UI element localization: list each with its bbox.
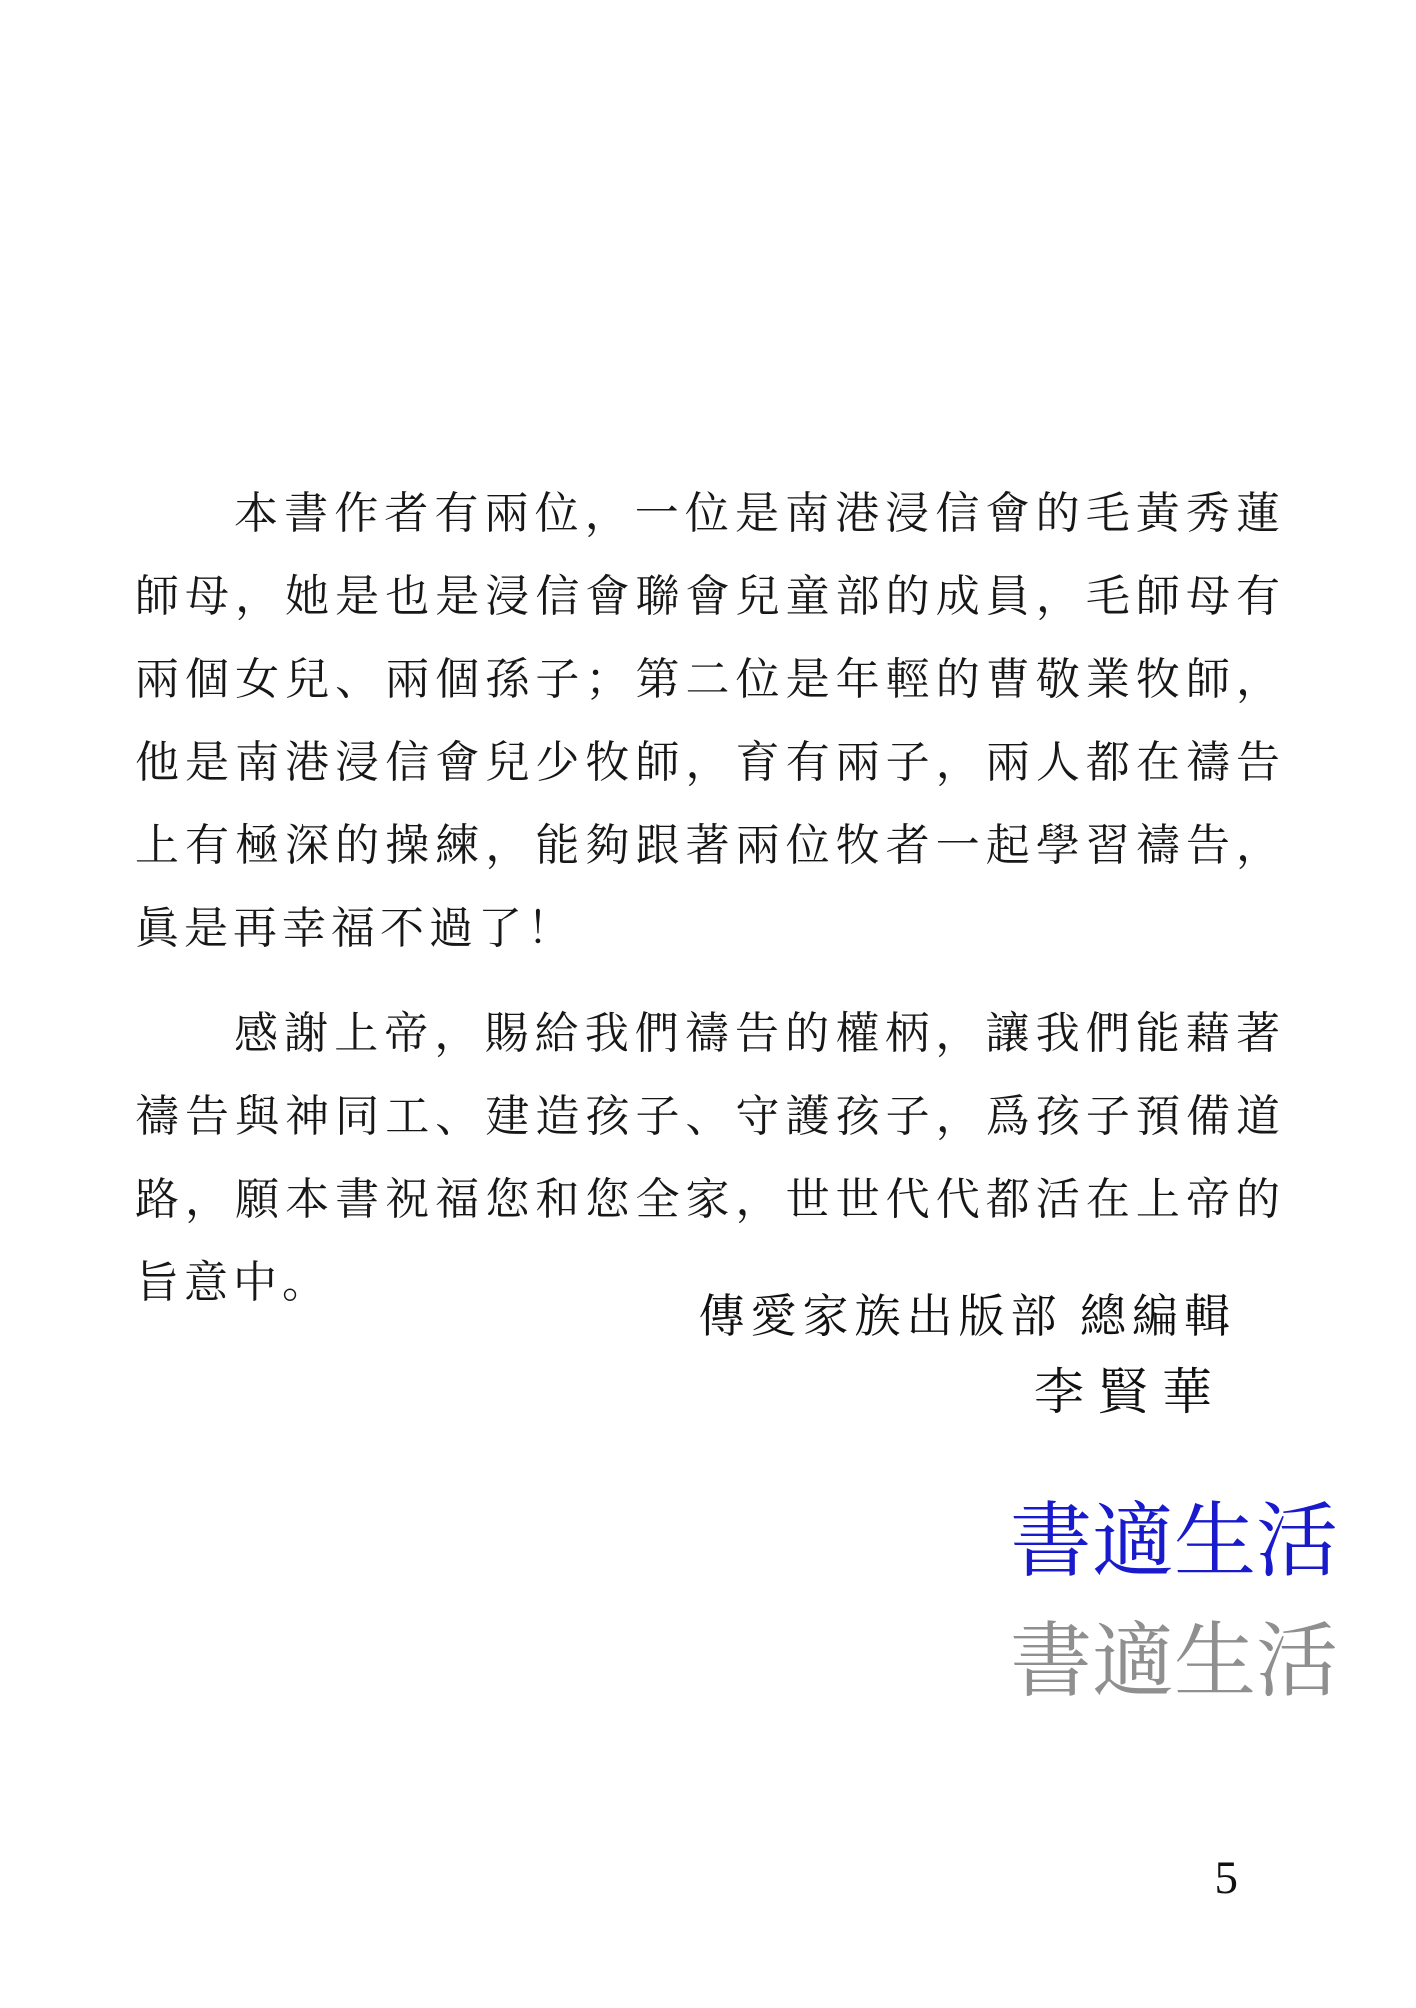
brand-logotype-watermark: 書適生活: [1009, 1616, 1338, 1707]
brand-logotype-primary: 書適生活: [1009, 1496, 1338, 1587]
paragraph-authors: 本書作者有兩位，一位是南港浸信會的毛黃秀蓮師母，她是也是浸信會聯會兒童部的成員，毛師母有兩個女兒、兩個孫子；第二位是年輕的曹敬業牧師，他是南港浸信會兒少牧師，育有兩子，兩人都在禱告上有極深的操練，能夠跟著兩位牧者一起學習禱告，眞是再幸福不過了！: [135, 489, 1285, 953]
body-text: [135, 472, 1285, 1324]
signature-title: 傳愛家族出版部 總編輯: [698, 1291, 1236, 1342]
signature-block: [699, 1288, 1237, 1422]
paragraph-thanks: 感謝上帝，賜給我們禱告的權柄，讓我們能藉著禱告與神同工、建造孩子、守護孩子，爲孩子預備道路，願本書祝福您和您全家，世世代代都活在上帝的旨意中。: [135, 1009, 1285, 1307]
signature-name: 李賢華: [1034, 1364, 1226, 1420]
page-number: 5: [1214, 1852, 1238, 1904]
